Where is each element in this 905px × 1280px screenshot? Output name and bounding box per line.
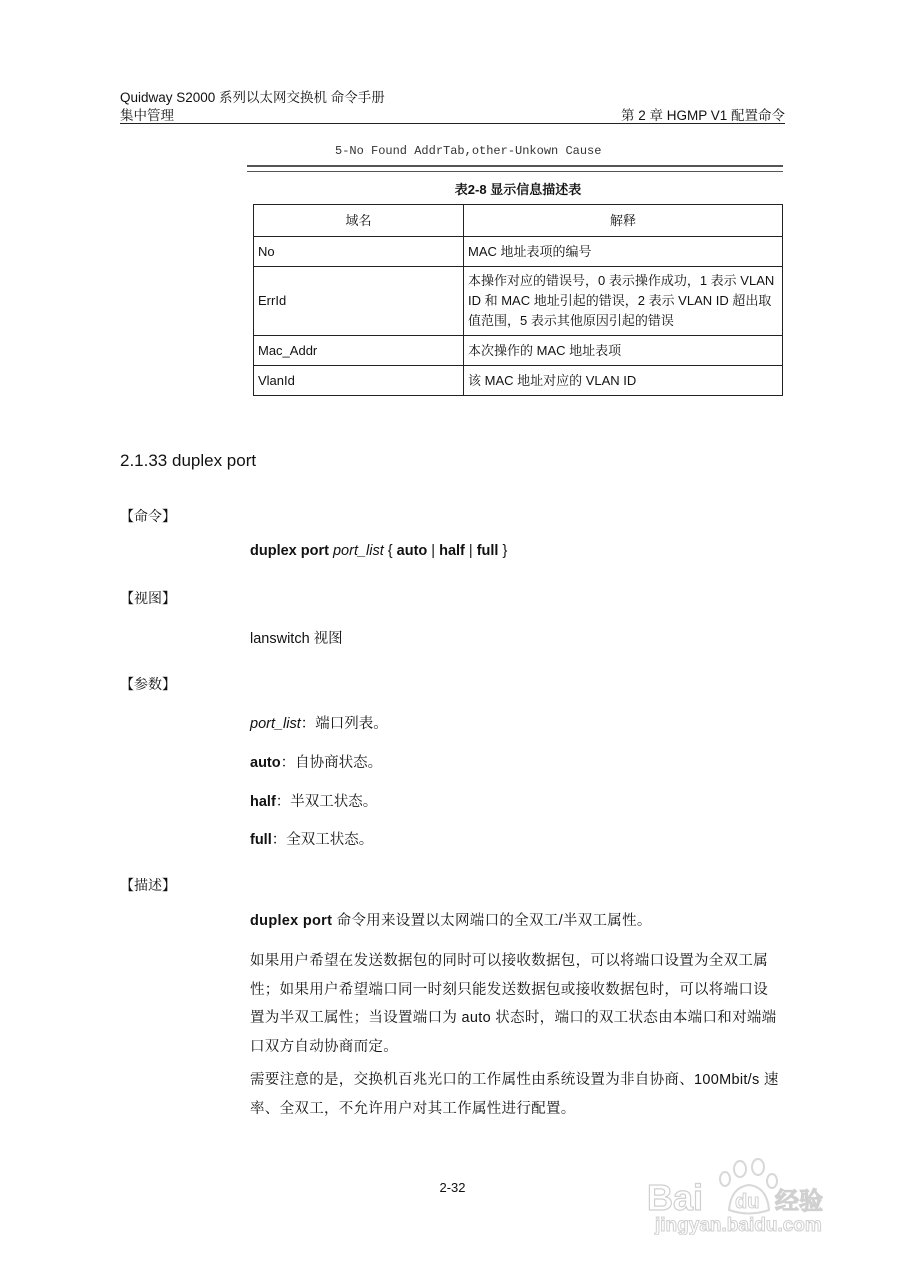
separator: | bbox=[464, 543, 477, 559]
chapter-title: 第 2 章 HGMP V1 配置命令 bbox=[620, 108, 785, 123]
field-cell: VlanId bbox=[254, 366, 464, 396]
desc-cell: MAC 地址表项的编号 bbox=[464, 237, 783, 267]
param-desc: ：自协商状态。 bbox=[280, 755, 383, 771]
param-name: auto bbox=[250, 755, 281, 771]
view-label: 【视图】 bbox=[120, 590, 176, 606]
param-desc: ：全双工状态。 bbox=[271, 832, 374, 848]
table-row bbox=[254, 237, 783, 267]
description-label: 【描述】 bbox=[120, 877, 176, 893]
section-name: 集中管理 bbox=[120, 108, 174, 123]
param-item bbox=[250, 828, 373, 849]
double-rule bbox=[247, 165, 783, 172]
option-auto: auto bbox=[396, 543, 428, 559]
column-header-desc: 解释 bbox=[464, 205, 783, 237]
option-half: half bbox=[439, 543, 465, 559]
field-cell: Mac_Addr bbox=[254, 336, 464, 366]
table-row bbox=[254, 267, 783, 336]
header-rule bbox=[120, 123, 785, 124]
param-desc: ：端口列表。 bbox=[300, 716, 388, 732]
param-desc: ：半双工状态。 bbox=[275, 794, 378, 810]
brace-close: } bbox=[498, 543, 508, 559]
table-caption: 表2-8 显示信息描述表 bbox=[454, 182, 582, 197]
baidu-watermark bbox=[645, 1155, 845, 1240]
param-name: half bbox=[250, 794, 276, 810]
watermark-url: jingyan.baidu.com bbox=[655, 1215, 822, 1235]
brace-open: { bbox=[383, 543, 397, 559]
command-arg: port_list bbox=[332, 543, 384, 559]
display-info-table bbox=[253, 204, 783, 396]
option-full: full bbox=[476, 543, 499, 559]
param-name: port_list bbox=[250, 716, 301, 732]
param-name: full bbox=[250, 832, 272, 848]
svg-text:du: du bbox=[735, 1191, 760, 1213]
description-paragraph-2: 如果用户希望在发送数据包的同时可以接收数据包，可以将端口设置为全双工属性；如果用户希望端口同一时刻只能发送数据包或接收数据包时，可以将端口设置为半双工属性；当设置端口为 auto 状态时，端口的双工状态由本端口和对端端口双方自动协商而定。 bbox=[250, 953, 777, 1055]
desc-cell: 本次操作的 MAC 地址表项 bbox=[464, 336, 783, 366]
baidu-paw-logo-icon bbox=[645, 1155, 845, 1235]
svg-text:经验: 经验 bbox=[775, 1187, 823, 1215]
field-cell: No bbox=[254, 237, 464, 267]
page-number: 2-32 bbox=[439, 1180, 466, 1195]
section-heading: 2.1.33 duplex port bbox=[120, 451, 257, 470]
param-item bbox=[250, 712, 388, 733]
command-keyword: duplex port bbox=[250, 543, 329, 559]
column-header-field: 域名 bbox=[254, 205, 464, 237]
desc-cell: 该 MAC 地址对应的 VLAN ID bbox=[464, 366, 783, 396]
manual-title: Quidway S2000 系列以太网交换机 命令手册 bbox=[120, 90, 385, 105]
param-item bbox=[250, 751, 382, 772]
view-text: lanswitch 视图 bbox=[250, 631, 343, 647]
description-paragraph-1 bbox=[250, 907, 780, 936]
code-output-line: 5-No Found AddrTab,other-Unkown Cause bbox=[335, 144, 602, 158]
command-syntax bbox=[250, 543, 507, 559]
table-header-row bbox=[254, 205, 783, 237]
params-label: 【参数】 bbox=[120, 676, 176, 692]
table-row bbox=[254, 366, 783, 396]
description-paragraph-3: 需要注意的是，交换机百兆光口的工作属性由系统设置为非自协商、100Mbit/s 速率、全双工，不允许用户对其工作属性进行配置。 bbox=[250, 1072, 779, 1117]
desc-keyword: duplex port bbox=[250, 913, 333, 929]
param-item bbox=[250, 790, 377, 811]
command-label: 【命令】 bbox=[120, 508, 176, 524]
desc-text: 命令用来设置以太网端口的全双工/半双工属性。 bbox=[332, 913, 652, 929]
table-row bbox=[254, 336, 783, 366]
separator: | bbox=[427, 543, 440, 559]
desc-cell: 本操作对应的错误号，0 表示操作成功，1 表示 VLAN ID 和 MAC 地址引起的错误，2 表示 VLAN ID 超出取值范围，5 表示其他原因引起的错误 bbox=[464, 267, 783, 336]
field-cell: ErrId bbox=[254, 267, 464, 336]
svg-text:Bai: Bai bbox=[647, 1177, 704, 1218]
